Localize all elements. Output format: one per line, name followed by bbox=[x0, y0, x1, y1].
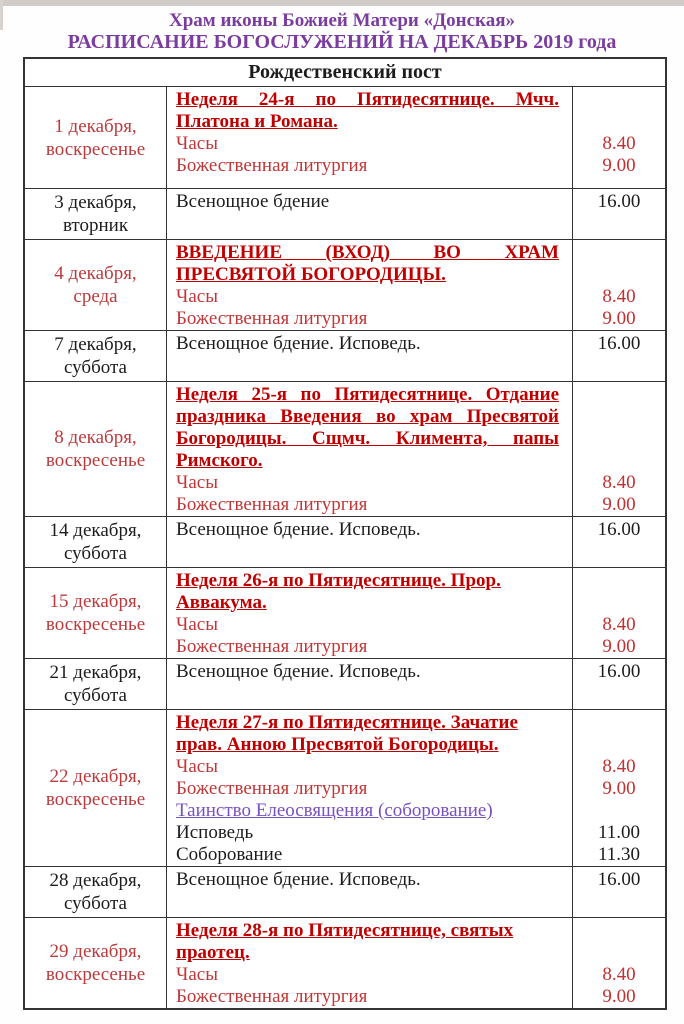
schedule-row-dec7 bbox=[25, 331, 665, 382]
service-entry bbox=[167, 155, 665, 177]
weekday-line: суббота bbox=[64, 685, 127, 706]
weekday-line: воскресенье bbox=[45, 789, 146, 810]
date-cell bbox=[25, 382, 167, 516]
service-label: Часы bbox=[176, 964, 218, 985]
service-entry bbox=[167, 570, 665, 614]
feast-title: Неделя 28-я по Пятидесятнице, святых праотец. bbox=[176, 920, 514, 963]
services-cell bbox=[167, 710, 665, 866]
service-time: 16.00 bbox=[597, 191, 641, 212]
date-line: 22 декабря, bbox=[49, 766, 142, 787]
schedule-row-dec14 bbox=[25, 517, 665, 568]
service-label: Исповедь bbox=[176, 822, 254, 843]
weekday-line: воскресенье bbox=[45, 138, 146, 160]
date-cell bbox=[25, 189, 167, 239]
schedule-table bbox=[23, 57, 667, 1010]
service-entry bbox=[167, 333, 665, 355]
schedule-row-dec1 bbox=[25, 87, 665, 189]
service-label: Часы bbox=[176, 286, 218, 307]
date-line: 3 декабря, bbox=[54, 192, 137, 213]
service-time: 9.00 bbox=[602, 155, 636, 176]
service-label: Часы bbox=[176, 472, 218, 493]
date-cell bbox=[25, 659, 167, 709]
service-time: 16.00 bbox=[597, 869, 641, 890]
service-label: Всенощное бдение bbox=[176, 191, 330, 212]
date-cell bbox=[25, 867, 167, 917]
weekday-line: суббота bbox=[64, 893, 127, 914]
schedule-rows bbox=[25, 87, 665, 1008]
schedule-row-dec3 bbox=[25, 189, 665, 240]
date-line: 15 декабря, bbox=[49, 591, 142, 612]
schedule-row-dec28 bbox=[25, 867, 665, 918]
service-entry bbox=[167, 712, 665, 756]
date-line: 8 декабря, bbox=[54, 427, 137, 448]
service-entry bbox=[167, 133, 665, 155]
section-header-rozhdestvensky-post: Рождественский пост bbox=[25, 59, 665, 87]
weekday-line: среда bbox=[73, 286, 118, 307]
service-label: Божественная литургия bbox=[176, 778, 368, 799]
service-time: 9.00 bbox=[602, 636, 636, 657]
service-time: 9.00 bbox=[602, 494, 636, 515]
service-entry bbox=[167, 472, 665, 494]
service-entry bbox=[167, 756, 665, 778]
service-entry bbox=[167, 494, 665, 516]
service-entry bbox=[167, 286, 665, 308]
service-label: Всенощное бдение. Исповедь. bbox=[176, 333, 421, 354]
date-cell bbox=[25, 517, 167, 567]
services-cell bbox=[167, 87, 665, 188]
service-time: 11.00 bbox=[597, 822, 641, 843]
service-label: Часы bbox=[176, 614, 218, 635]
schedule-row-dec29 bbox=[25, 918, 665, 1008]
service-entry bbox=[167, 844, 665, 866]
weekday-line: суббота bbox=[64, 357, 127, 378]
date-line: 7 декабря, bbox=[54, 334, 137, 355]
date-line: 4 декабря, bbox=[54, 263, 137, 284]
services-cell bbox=[167, 517, 665, 567]
service-label: Часы bbox=[176, 133, 218, 154]
service-entry bbox=[167, 661, 665, 683]
service-label: Божественная литургия bbox=[176, 636, 368, 657]
service-label: Соборование bbox=[176, 844, 283, 865]
photo-edge-left bbox=[0, 0, 3, 30]
services-cell bbox=[167, 382, 665, 516]
schedule-row-dec4 bbox=[25, 240, 665, 331]
service-time: 16.00 bbox=[597, 333, 641, 354]
service-entry bbox=[167, 636, 665, 658]
service-entry bbox=[167, 800, 665, 822]
service-entry bbox=[167, 778, 665, 800]
service-time: 9.00 bbox=[602, 778, 636, 799]
feast-title: Неделя 27-я по Пятидесятнице. Зачатие прав. Анною Пресвятой Богородицы. bbox=[176, 712, 518, 755]
services-cell bbox=[167, 918, 665, 1008]
services-cell bbox=[167, 568, 665, 658]
service-entry bbox=[167, 384, 665, 472]
service-label: Часы bbox=[176, 756, 218, 777]
service-entry bbox=[167, 242, 665, 286]
service-time: 8.40 bbox=[602, 286, 636, 307]
services-cell bbox=[167, 867, 665, 917]
weekday-line: вторник bbox=[62, 215, 129, 236]
date-cell bbox=[25, 240, 167, 330]
service-entry bbox=[167, 986, 665, 1008]
service-time: 16.00 bbox=[597, 519, 641, 540]
service-time: 9.00 bbox=[602, 986, 636, 1007]
document-header bbox=[0, 6, 684, 53]
service-entry bbox=[167, 614, 665, 636]
schedule-row-dec8 bbox=[25, 382, 665, 517]
service-label: Всенощное бдение. Исповедь. bbox=[176, 661, 421, 682]
service-entry bbox=[167, 964, 665, 986]
date-line: 28 декабря, bbox=[49, 870, 142, 891]
weekday-line: воскресенье bbox=[45, 614, 146, 635]
service-time: 8.40 bbox=[602, 614, 636, 635]
date-line: 1 декабря, bbox=[54, 115, 137, 137]
service-entry bbox=[167, 822, 665, 844]
service-time: 8.40 bbox=[602, 472, 636, 493]
weekday-line: воскресенье bbox=[45, 964, 146, 985]
date-line: 29 декабря, bbox=[49, 941, 142, 962]
service-time: 16.00 bbox=[597, 661, 641, 682]
service-label: Всенощное бдение. Исповедь. bbox=[176, 519, 421, 540]
service-entry bbox=[167, 89, 665, 133]
service-time: 8.40 bbox=[602, 133, 636, 154]
service-label: Божественная литургия bbox=[176, 308, 368, 329]
schedule-title: РАСПИСАНИЕ БОГОСЛУЖЕНИЙ НА ДЕКАБРЬ 2019 года bbox=[67, 31, 617, 53]
service-time: 8.40 bbox=[602, 964, 636, 985]
feast-title: Неделя 26-я по Пятидесятнице. Прор. Аввакума. bbox=[176, 570, 501, 613]
date-cell bbox=[25, 568, 167, 658]
service-label: Всенощное бдение. Исповедь. bbox=[176, 869, 421, 890]
date-cell bbox=[25, 87, 167, 188]
weekday-line: суббота bbox=[64, 543, 127, 564]
services-cell bbox=[167, 659, 665, 709]
schedule-row-dec15 bbox=[25, 568, 665, 659]
weekday-line: воскресенье bbox=[45, 450, 146, 471]
service-label: Божественная литургия bbox=[176, 155, 368, 176]
service-time: 8.40 bbox=[602, 756, 636, 777]
service-entry bbox=[167, 191, 665, 213]
feast-title: Неделя 24-я по Пятидесятнице. Мчч. Платона и Романа. bbox=[176, 89, 559, 132]
service-time: 11.30 bbox=[597, 844, 641, 865]
unction-link[interactable]: Таинство Елеосвящения (соборование) bbox=[176, 800, 493, 821]
services-cell bbox=[167, 189, 665, 239]
services-cell bbox=[167, 240, 665, 330]
service-label: Божественная литургия bbox=[176, 986, 368, 1007]
service-entry bbox=[167, 869, 665, 891]
service-label: Божественная литургия bbox=[176, 494, 368, 515]
date-cell bbox=[25, 710, 167, 866]
date-cell bbox=[25, 331, 167, 381]
schedule-row-dec21 bbox=[25, 659, 665, 710]
date-line: 14 декабря, bbox=[49, 520, 142, 541]
schedule-row-dec22 bbox=[25, 710, 665, 867]
service-entry bbox=[167, 519, 665, 541]
date-cell bbox=[25, 918, 167, 1008]
service-time: 9.00 bbox=[602, 308, 636, 329]
feast-title: ВВЕДЕНИЕ (ВХОД) ВО ХРАМ ПРЕСВЯТОЙ БОГОРОДИЦЫ. bbox=[176, 242, 559, 285]
church-title: Храм иконы Божией Матери «Донская» bbox=[169, 10, 515, 31]
service-entry bbox=[167, 920, 665, 964]
feast-title: Неделя 25-я по Пятидесятнице. Отдание праздника Введения во храм Пресвятой Богородицы. Сщмч. Климента, папы Римского. bbox=[176, 384, 559, 471]
date-line: 21 декабря, bbox=[49, 662, 142, 683]
service-entry bbox=[167, 308, 665, 330]
services-cell bbox=[167, 331, 665, 381]
